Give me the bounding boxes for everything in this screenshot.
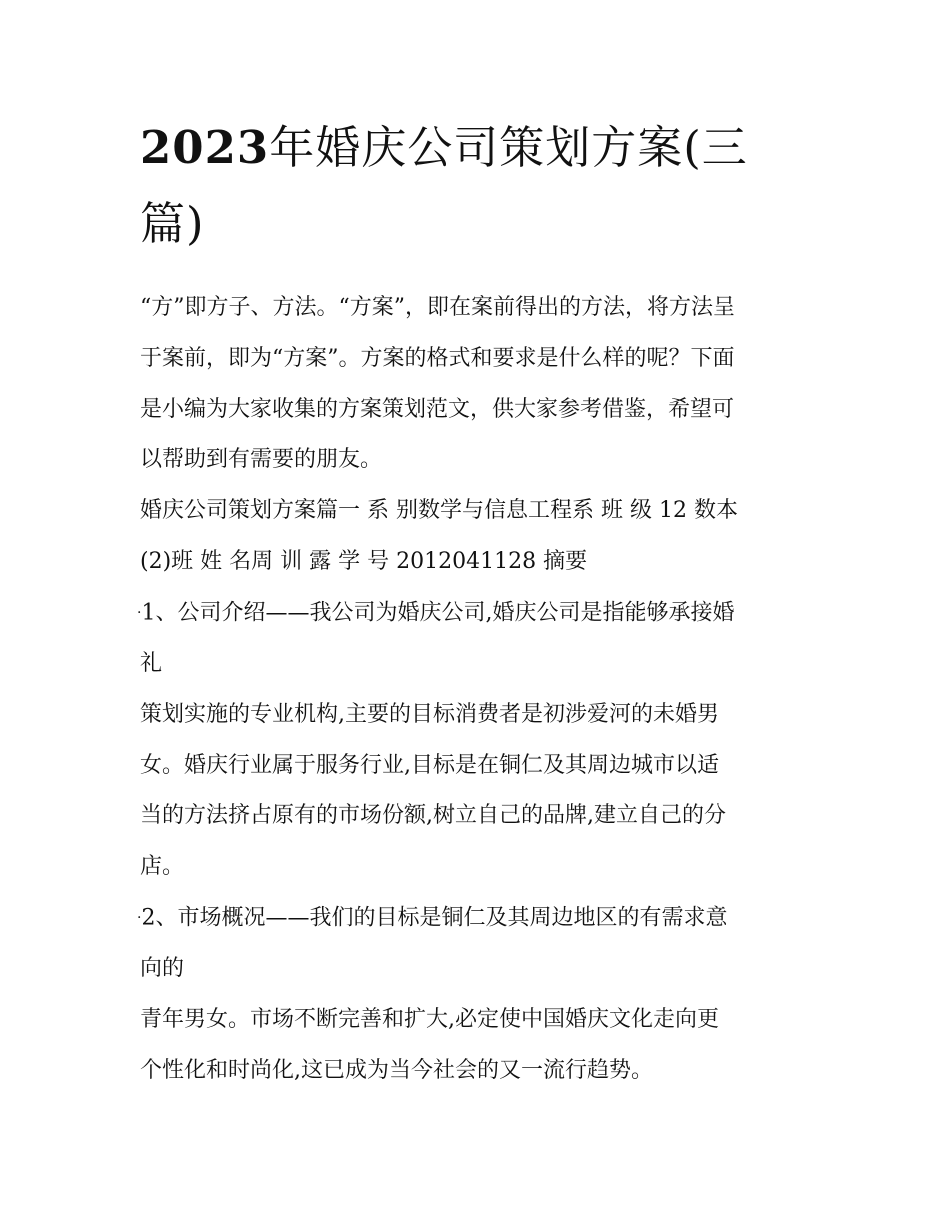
- section-2-body: [140, 995, 812, 1097]
- meta-line: 婚庆公司策划方案篇一 系 别数学与信息工程系 班 级 12 数本: [140, 498, 738, 524]
- intro-line: 是小编为大家收集的方案策划范文，供大家参考借鉴，希望可: [140, 396, 735, 422]
- intro-line: 以帮助到有需要的朋友。: [140, 447, 383, 473]
- section-1-heading-line: 礼: [140, 650, 163, 676]
- title-line-1: [140, 110, 812, 186]
- section-2-body-line: 个性化和时尚化,这已成为当今社会的又一流行趋势。: [140, 1057, 653, 1083]
- title-line-2: 篇): [140, 197, 205, 250]
- section-1-heading-line: [137, 588, 812, 639]
- section-2-heading-line: 向的: [140, 956, 185, 982]
- section-1-body: [140, 690, 812, 893]
- title-line-1-text: 年婚庆公司策划方案(三: [269, 121, 748, 174]
- report-meta-paragraph: [140, 486, 812, 588]
- section-2-heading-text: 2、市场概况——我们的目标是铜仁及其周边地区的有需求意: [141, 905, 728, 931]
- intro-line: 于案前，即为“方案”。方案的格式和要求是什么样的呢？下面: [140, 345, 735, 371]
- intro-paragraph: [140, 283, 812, 486]
- intro-line: “方”即方子、方法。“方案”，即在案前得出的方法，将方法呈: [140, 295, 735, 320]
- section-1-body-line: 策划实施的专业机构,主要的目标消费者是初涉爱河的未婚男: [140, 701, 719, 727]
- section-1-heading: [137, 588, 812, 690]
- document-page: [137, 110, 812, 1097]
- bullet-marker: ·: [137, 909, 142, 926]
- section-2-heading-line: [137, 893, 812, 944]
- section-2-heading: [137, 893, 812, 995]
- section-1-body-line: 女。婚庆行业属于服务行业,目标是在铜仁及其周边城市以适: [140, 752, 719, 778]
- bullet-marker: ·: [137, 604, 142, 621]
- section-1-heading-text: 1、公司介绍——我公司为婚庆公司,婚庆公司是指能够承接婚: [141, 600, 735, 626]
- document-title: [140, 110, 812, 262]
- section-1-body-line: 店。: [140, 854, 185, 880]
- section-2-body-line: 青年男女。市场不断完善和扩大,必定使中国婚庆文化走向更: [140, 1006, 719, 1032]
- section-1-body-line: 当的方法挤占原有的市场份额,树立自己的品牌,建立自己的分: [140, 803, 726, 829]
- meta-line: (2)班 姓 名周 训 露 学 号 2012041128 摘要: [140, 548, 588, 574]
- title-year: 2023: [140, 121, 270, 174]
